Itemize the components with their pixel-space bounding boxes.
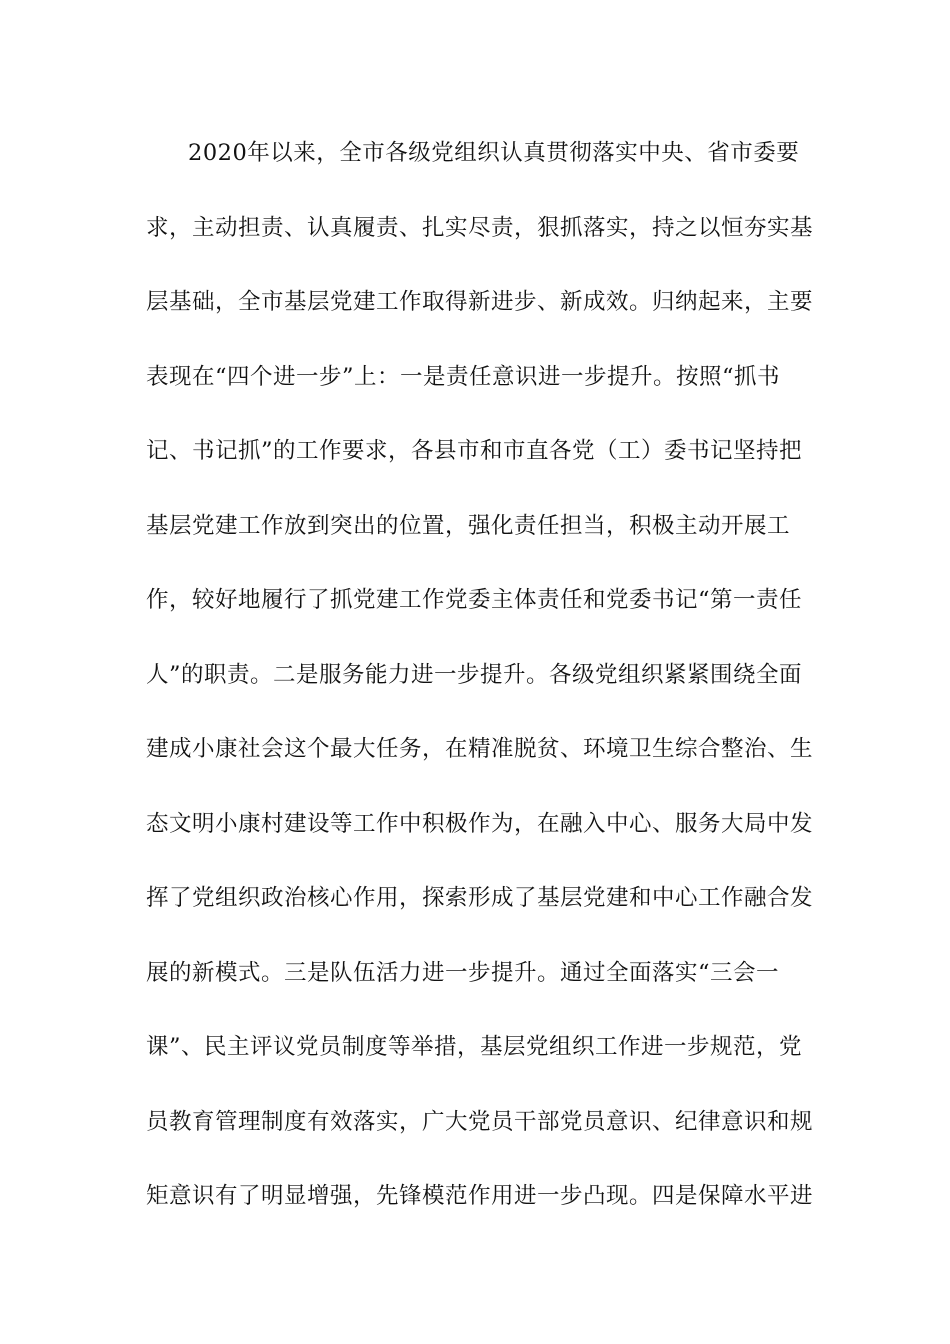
paragraph-line-4: 表现在“四个进一步”上：一是责任意识进一步提升。按照“抓书 (146, 363, 781, 390)
paragraph-line-9: 建成小康社会这个最大任务，在精准脱贫、环境卫生综合整治、生 (146, 736, 814, 762)
paragraph-line-8: 人”的职责。二是服务能力进一步提升。各级党组织紧紧围绕全面 (146, 661, 803, 688)
paragraph-line-11: 挥了党组织政治核心作用，探索形成了基层党建和中心工作融合发 (146, 885, 814, 911)
body-paragraph (146, 133, 814, 1251)
paragraph-line-7: 作，较好地履行了抓党建工作党委主体责任和党委书记“第一责任 (146, 587, 803, 613)
paragraph-line-13: 课”、民主评议党员制度等举措，基层党组织工作进一步规范，党 (146, 1034, 803, 1060)
paragraph-line-15: 矩意识有了明显增强，先锋模范作用进一步凸现。四是保障水平进 (146, 1183, 814, 1209)
paragraph-line-12: 展的新模式。三是队伍活力进一步提升。通过全面落实“三会一 (146, 959, 780, 986)
paragraph-line-6: 基层党建工作放到突出的位置，强化责任担当，积极主动开展工 (146, 512, 791, 539)
paragraph-line-2: 求，主动担责、认真履责、扎实尽责，狠抓落实，持之以恒夯实基 (146, 214, 814, 241)
paragraph-line-3: 层基础，全市基层党建工作取得新进步、新成效。归纳起来，主要 (146, 289, 814, 315)
paragraph-line-14: 员教育管理制度有效落实，广大党员干部党员意识、纪律意识和规 (146, 1108, 814, 1135)
paragraph-line-10: 态文明小康村建设等工作中积极作为，在融入中心、服务大局中发 (146, 810, 814, 837)
paragraph-line-5: 记、书记抓”的工作要求，各县市和市直各党（工）委书记坚持把 (146, 438, 803, 464)
paragraph-line-1: 2020年以来，全市各级党组织认真贯彻落实中央、省市委要 (188, 140, 800, 166)
